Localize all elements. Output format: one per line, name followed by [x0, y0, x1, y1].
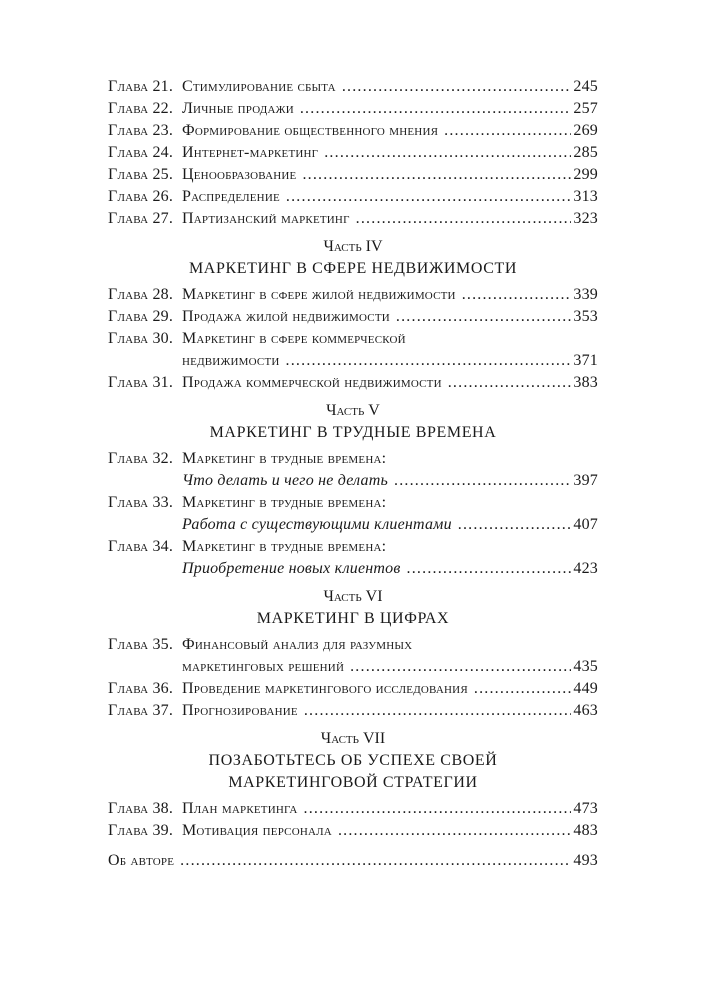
dot-leader — [474, 678, 572, 700]
chapter-title: Интернет-маркетинг — [182, 144, 319, 161]
toc-entry-chapter-25[interactable] — [108, 164, 598, 186]
chapter-label: Глава 21. — [108, 78, 174, 95]
about-author-title: Об авторе — [108, 852, 175, 869]
chapter-label: Глава 39. — [108, 822, 174, 839]
dot-leader — [350, 656, 571, 678]
dot-leader — [304, 798, 572, 820]
part-heading: Часть IV — [323, 238, 383, 255]
toc-entry-chapter-22[interactable] — [108, 98, 598, 120]
toc-entry-chapter-27[interactable] — [108, 208, 598, 230]
chapter-title-line-1: Маркетинг в сфере коммерческой — [182, 330, 406, 347]
toc-entry-chapter-24[interactable] — [108, 142, 598, 164]
chapter-title-line-1: Маркетинг в трудные времена: — [182, 538, 387, 555]
chapter-title: Продажа коммерческой недвижимости — [182, 374, 442, 391]
toc-entry-chapter-34[interactable] — [108, 536, 598, 580]
chapter-label: Глава 29. — [108, 308, 174, 325]
dot-leader — [300, 98, 572, 120]
page-number: 257 — [573, 100, 598, 117]
toc-entry-chapter-38[interactable] — [108, 798, 598, 820]
page-number: 269 — [573, 122, 598, 139]
dot-leader — [448, 372, 572, 394]
chapter-title: Партизанский маркетинг — [182, 210, 350, 227]
chapter-label: Глава 30. — [108, 330, 174, 347]
chapter-label: Глава 32. — [108, 450, 174, 467]
page-number: 473 — [573, 800, 598, 817]
chapter-title: План маркетинга — [182, 800, 298, 817]
dot-leader — [324, 142, 571, 164]
chapter-title: Маркетинг в сфере жилой недвижимости — [182, 286, 456, 303]
chapter-title: Продажа жилой недвижимости — [182, 308, 390, 325]
toc-entry-chapter-28[interactable] — [108, 284, 598, 306]
page-number: 407 — [573, 516, 598, 533]
chapter-label: Глава 26. — [108, 188, 174, 205]
part-title-line-1: ПОЗАБОТЬТЕСЬ ОБ УСПЕХЕ СВОЕЙ — [208, 752, 498, 769]
part-title: МАРКЕТИНГ В ТРУДНЫЕ ВРЕМЕНА — [209, 424, 497, 441]
chapter-label: Глава 25. — [108, 166, 174, 183]
dot-leader — [444, 120, 571, 142]
chapter-title: Мотивация персонала — [182, 822, 332, 839]
part-title: МАРКЕТИНГ В СФЕРЕ НЕДВИЖИМОСТИ — [188, 260, 518, 277]
chapter-title-line-1: Маркетинг в трудные времена: — [182, 494, 387, 511]
page-number: 285 — [573, 144, 598, 161]
chapter-label: Глава 31. — [108, 374, 174, 391]
chapter-label: Глава 37. — [108, 702, 174, 719]
page-number: 449 — [573, 680, 598, 697]
toc-entry-chapter-33[interactable] — [108, 492, 598, 536]
toc-entry-chapter-32[interactable] — [108, 448, 598, 492]
spacer — [108, 842, 598, 850]
page-number: 353 — [573, 308, 598, 325]
toc-entry-chapter-30[interactable] — [108, 328, 598, 372]
chapter-title-line-2: маркетинговых решений — [182, 658, 345, 675]
page-number: 483 — [573, 822, 598, 839]
chapter-label: Глава 38. — [108, 800, 174, 817]
page-number: 323 — [573, 210, 598, 227]
page-number: 371 — [573, 352, 598, 369]
dot-leader — [342, 76, 572, 98]
toc-entry-chapter-36[interactable] — [108, 678, 598, 700]
toc-entry-chapter-26[interactable] — [108, 186, 598, 208]
part-heading: Часть VII — [320, 730, 386, 747]
chapter-label: Глава 27. — [108, 210, 174, 227]
dot-leader — [304, 700, 572, 722]
dot-leader — [407, 558, 572, 580]
toc-entry-chapter-31[interactable] — [108, 372, 598, 394]
dot-leader — [458, 514, 572, 536]
dot-leader — [180, 850, 571, 872]
page-number: 463 — [573, 702, 598, 719]
chapter-label: Глава 23. — [108, 122, 174, 139]
dot-leader — [396, 306, 571, 328]
chapter-title: Стимулирование сбыта — [182, 78, 336, 95]
chapter-subtitle: Что делать и чего не делать — [182, 472, 388, 489]
chapter-subtitle: Приобретение новых клиентов — [182, 560, 401, 577]
part-title-line-2: МАРКЕТИНГОВОЙ СТРАТЕГИИ — [228, 774, 478, 791]
part-heading: Часть V — [326, 402, 380, 419]
chapter-subtitle: Работа с существующими клиентами — [182, 516, 452, 533]
toc-entry-chapter-21[interactable] — [108, 76, 598, 98]
chapter-title: Распределение — [182, 188, 280, 205]
dot-leader — [286, 186, 572, 208]
dot-leader — [286, 350, 572, 372]
chapter-title: Формирование общественного мнения — [182, 122, 439, 139]
dot-leader — [394, 470, 571, 492]
chapter-label: Глава 35. — [108, 636, 174, 653]
toc-entry-about-author[interactable] — [108, 850, 598, 872]
chapter-title: Проведение маркетингового исследования — [182, 680, 468, 697]
chapter-label: Глава 34. — [108, 538, 174, 555]
page-number: 435 — [573, 658, 598, 675]
page-number: 313 — [573, 188, 598, 205]
table-of-contents — [108, 76, 598, 872]
toc-entry-chapter-29[interactable] — [108, 306, 598, 328]
dot-leader — [462, 284, 572, 306]
page-number: 423 — [573, 560, 598, 577]
toc-entry-chapter-37[interactable] — [108, 700, 598, 722]
chapter-label: Глава 28. — [108, 286, 174, 303]
part-title: МАРКЕТИНГ В ЦИФРАХ — [256, 610, 450, 627]
chapter-label: Глава 36. — [108, 680, 174, 697]
page-number: 397 — [573, 472, 598, 489]
chapter-label: Глава 33. — [108, 494, 174, 511]
page-number: 299 — [573, 166, 598, 183]
chapter-title: Ценообразование — [182, 166, 297, 183]
chapter-label: Глава 24. — [108, 144, 174, 161]
chapter-title-line-1: Маркетинг в трудные времена: — [182, 450, 387, 467]
chapter-label: Глава 22. — [108, 100, 174, 117]
dot-leader — [338, 820, 571, 842]
page-number: 493 — [573, 852, 598, 869]
chapter-title-line-1: Финансовый анализ для разумных — [182, 636, 413, 653]
toc-entry-chapter-35[interactable] — [108, 634, 598, 678]
dot-leader — [356, 208, 572, 230]
part-heading: Часть VI — [323, 588, 383, 605]
dot-leader — [302, 164, 571, 186]
page-number: 383 — [573, 374, 598, 391]
chapter-title-line-2: недвижимости — [182, 352, 280, 369]
chapter-title: Личные продажи — [182, 100, 294, 117]
toc-entry-chapter-23[interactable] — [108, 120, 598, 142]
toc-entry-chapter-39[interactable] — [108, 820, 598, 842]
page-number: 245 — [573, 78, 598, 95]
page-number: 339 — [573, 286, 598, 303]
chapter-title: Прогнозирование — [182, 702, 298, 719]
